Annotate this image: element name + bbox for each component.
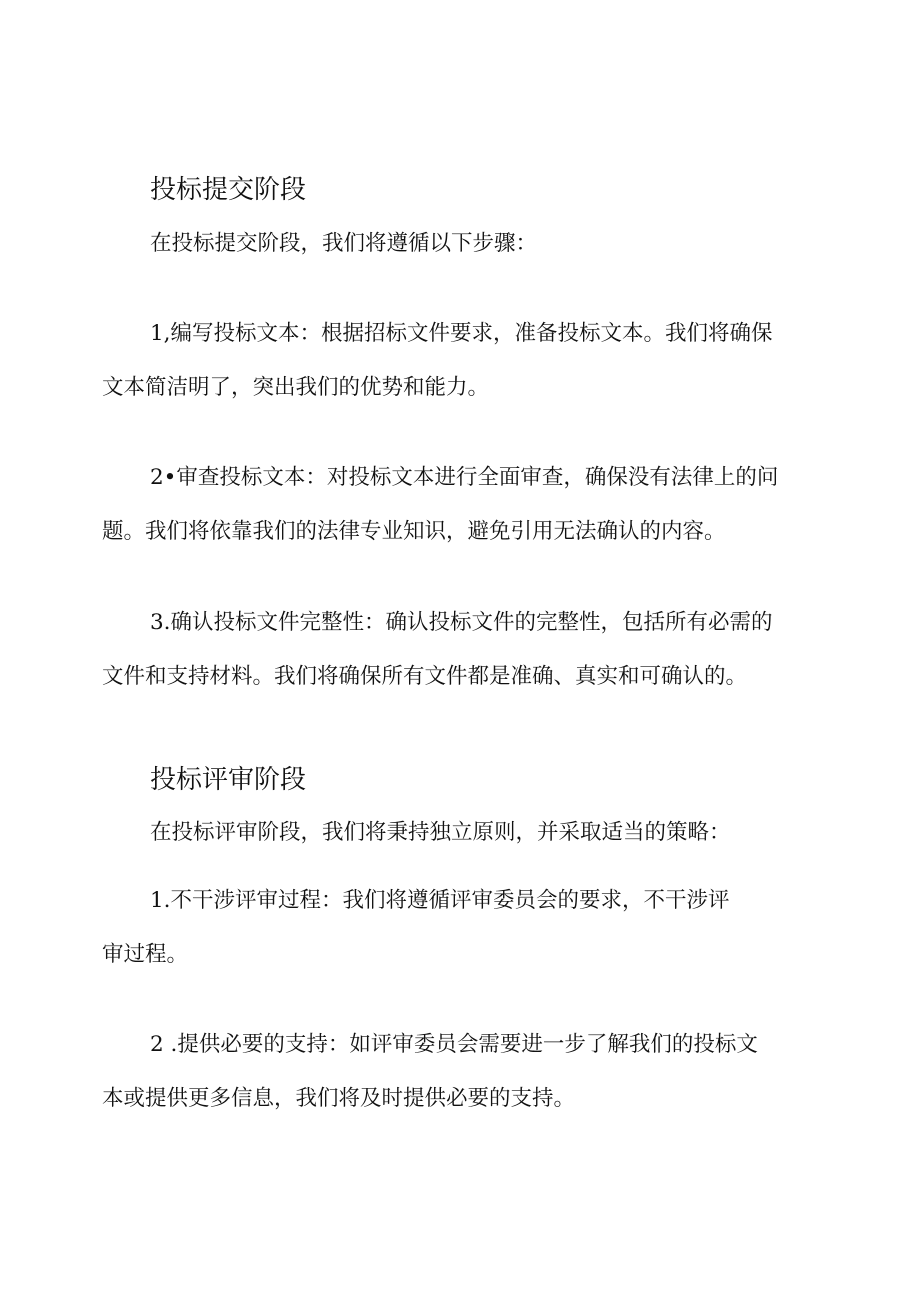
list-item-submission-3 <box>102 596 792 704</box>
section-intro-submission <box>150 217 840 271</box>
section-intro-review <box>150 806 840 860</box>
intro-line: 在投标提交阶段，我们将遵循以下步骤： <box>150 231 538 256</box>
intro-line: 在投标评审阶段，我们将秉持独立原则，并采取适当的策略： <box>150 820 731 845</box>
list-item-review-2 <box>102 1018 792 1126</box>
list-item-line: 3.确认投标文件完整性：确认投标文件的完整性，包括所有必需的 <box>150 610 773 635</box>
list-item-line: 2 .提供必要的支持：如评审委员会需要进一步了解我们的投标文 <box>150 1032 758 1057</box>
list-item-line: 文本简洁明了，突出我们的优势和能力。 <box>102 375 490 400</box>
section-heading-review: 投标评审阶段 <box>150 765 307 795</box>
list-item-line: 本或提供更多信息，我们将及时提供必要的支持。 <box>102 1086 576 1111</box>
list-item-submission-1 <box>102 307 792 415</box>
list-item-line: 1.不干涉评审过程：我们将遵循评审委员会的要求，不干涉评 <box>150 888 730 913</box>
list-item-line: 文件和支持材料。我们将确保所有文件都是准确、真实和可确认的。 <box>102 664 748 689</box>
list-item-line: 题。我们将依靠我们的法律专业知识，避免引用无法确认的内容。 <box>102 519 726 544</box>
list-item-line: 审过程。 <box>102 942 189 967</box>
list-item-review-1 <box>102 874 792 982</box>
list-item-line: 1,编写投标文本：根据招标文件要求，准备投标文本。我们将确保 <box>150 321 773 346</box>
list-item-submission-2 <box>102 451 792 559</box>
section-heading-submission: 投标提交阶段 <box>150 175 307 205</box>
list-item-line: 2•审查投标文本：对投标文本进行全面审查，确保没有法律上的问 <box>150 465 779 490</box>
